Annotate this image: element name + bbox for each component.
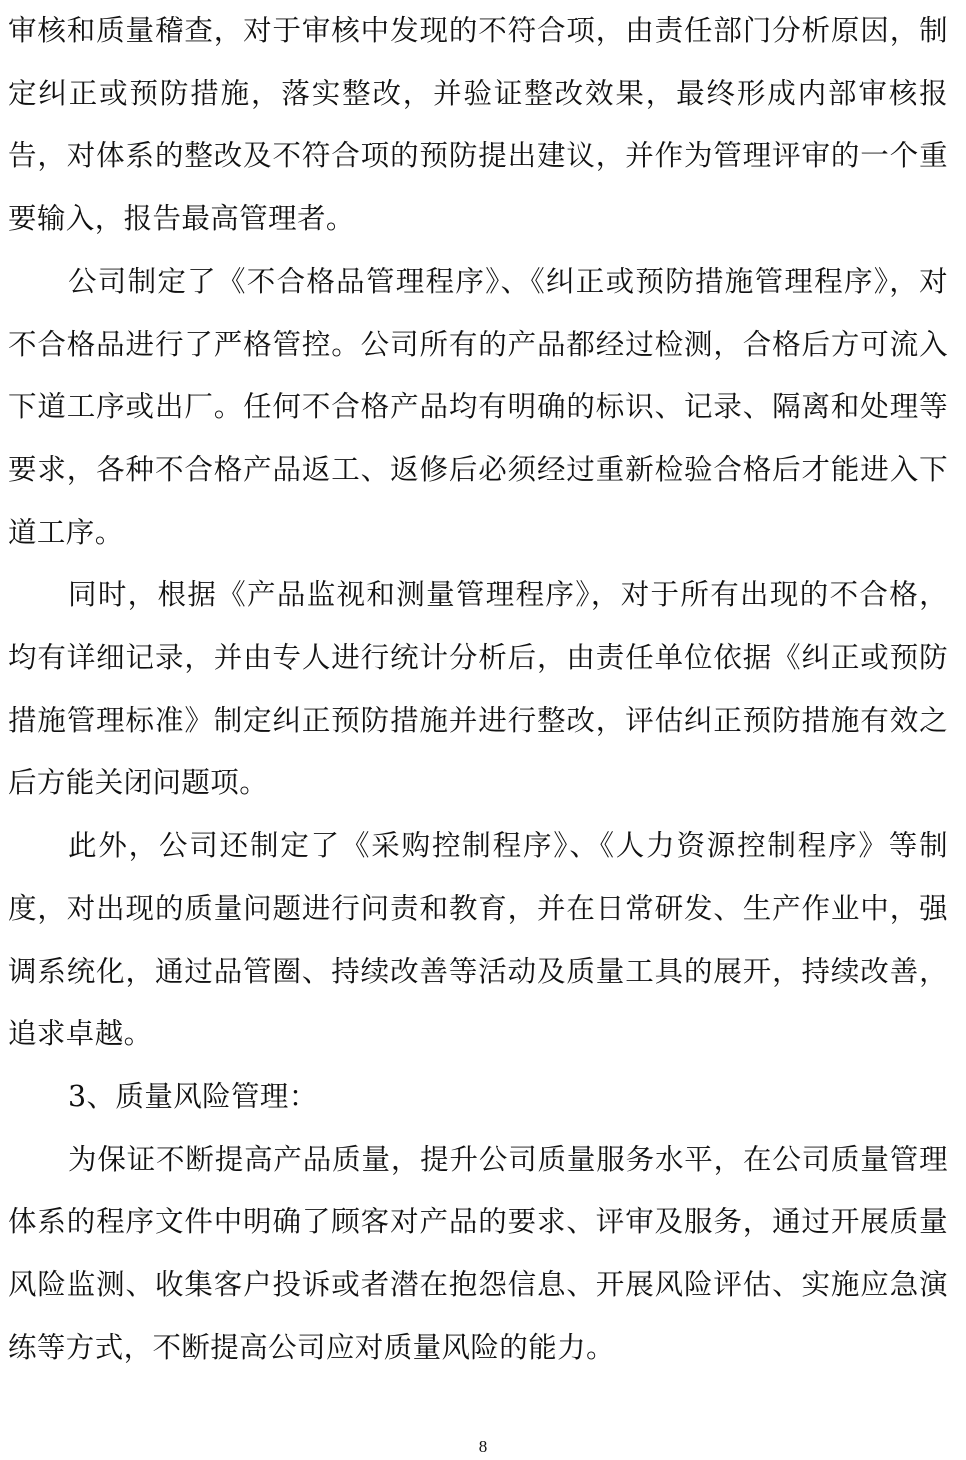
body-text — [8, 0, 948, 1379]
paragraph-procurement-hr-control: 此外，公司还制定了《采购控制程序》、《人力资源控制程序》等制度，对出现的质量问题进行问责和教育，并在日常研发、生产作业中，强调系统化，通过品管圈、持续改善等活动及质量工具的展开，持续改善，追求卓越。 — [8, 829, 948, 1051]
paragraph-nonconforming-product-control: 公司制定了《不合格品管理程序》、《纠正或预防措施管理程序》，对不合格品进行了严格管控。公司所有的产品都经过检测，合格后方可流入下道工序或出厂。任何不合格产品均有明确的标识、记录、隔离和处理等要求，各种不合格产品返工、返修后必须经过重新检验合格后才能进入下道工序。 — [8, 264, 948, 549]
section-heading-quality-risk: 3、质量风险管理： — [68, 1079, 318, 1113]
page-number: 8 — [478, 1437, 488, 1456]
paragraph-quality-risk-management: 为保证不断提高产品质量，提升公司质量服务水平，在公司质量管理体系的程序文件中明确了顾客对产品的要求、评审及服务，通过开展质量风险监测、收集客户投诉或者潜在抱怨信息、开展风险评估、实施应急演练等方式，不断提高公司应对质量风险的能力。 — [8, 1142, 948, 1364]
paragraph-monitoring-measurement: 同时，根据《产品监视和测量管理程序》，对于所有出现的不合格，均有详细记录，并由专人进行统计分析后，由责任单位依据《纠正或预防措施管理标准》制定纠正预防措施并进行整改，评估纠正预防措施有效之后方能关闭问题项。 — [8, 578, 948, 800]
paragraph-audit-report: 审核和质量稽查，对于审核中发现的不符合项，由责任部门分析原因，制定纠正或预防措施，落实整改，并验证整改效果，最终形成内部审核报告，对体系的整改及不符合项的预防提出建议，并作为管理评审的一个重要输入，报告最高管理者。 — [8, 14, 948, 236]
